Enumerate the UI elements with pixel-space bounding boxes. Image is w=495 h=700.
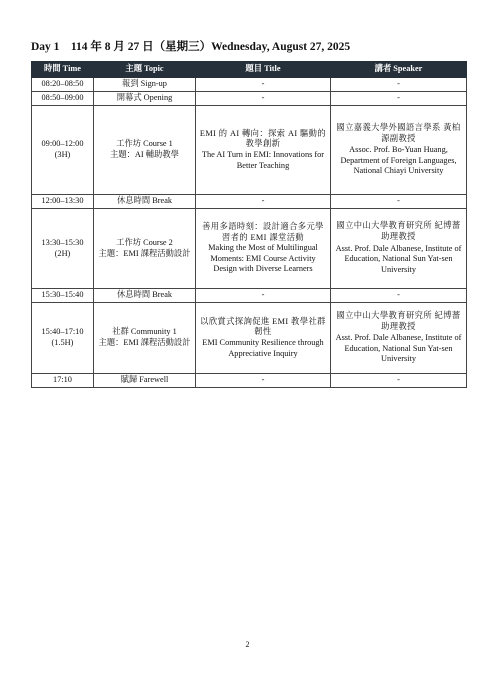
table-row	[32, 289, 467, 303]
table-row	[32, 209, 467, 289]
topic-cell: 賦歸 Farewell	[94, 374, 196, 388]
speaker-cell: -	[331, 195, 467, 209]
title-cell: -	[196, 78, 331, 92]
time-cell: 15:40–17:10 (1.5H)	[32, 303, 94, 374]
column-header-topic: 主題 Topic	[94, 62, 196, 78]
topic-cell: 開幕式 Opening	[94, 92, 196, 106]
speaker-cell: -	[331, 374, 467, 388]
title-english: The AI Turn in EMI: Innovations for Better Teaching	[201, 150, 325, 170]
time-cell: 15:30–15:40	[32, 289, 94, 303]
speaker-cell	[331, 303, 467, 374]
time-cell: 08:20–08:50	[32, 78, 94, 92]
speaker-english: Asst. Prof. Dale Albanese, Institute of Education, National Sun Yat-sen University	[335, 333, 462, 364]
column-header-speaker: 講者 Speaker	[331, 62, 467, 78]
title-chinese: 以欣賞式探詢促進 EMI 教學社群韌性	[200, 316, 326, 337]
time-cell: 13:30–15:30 (2H)	[32, 209, 94, 289]
table-row	[32, 106, 467, 195]
schedule-table	[31, 61, 467, 388]
title-cell: -	[196, 92, 331, 106]
speaker-cell: -	[331, 78, 467, 92]
speaker-chinese: 國立中山大學教育研究所 紀博薔助理教授	[336, 310, 461, 331]
day-heading: Day 1 114 年 8 月 27 日（星期三）Wednesday, August 27, 2025	[31, 41, 351, 53]
table-row	[32, 374, 467, 388]
topic-cell: 報到 Sign-up	[94, 78, 196, 92]
title-cell: -	[196, 289, 331, 303]
speaker-cell	[331, 209, 467, 289]
title-chinese: EMI 的 AI 轉向：探索 AI 驅動的教學創新	[199, 128, 327, 149]
topic-cell: 休息時間 Break	[94, 289, 196, 303]
speaker-english: Asst. Prof. Dale Albanese, Institute of Education, National Sun Yat-sen University	[335, 243, 462, 274]
table-header-row	[32, 62, 467, 78]
topic-label: 社群 Community 1	[112, 327, 177, 337]
speaker-cell	[331, 106, 467, 195]
column-header-time: 時間 Time	[32, 62, 94, 78]
column-header-title: 題目 Title	[196, 62, 331, 78]
speaker-chinese: 國立中山大學教育研究所 紀博薔助理教授	[336, 221, 461, 242]
table-row	[32, 78, 467, 92]
topic-cell	[94, 303, 196, 374]
topic-subject: 主題：EMI 課程活動設計	[98, 338, 191, 347]
table-row	[32, 92, 467, 106]
topic-cell	[94, 106, 196, 195]
time-cell: 12:00–13:30	[32, 195, 94, 209]
title-cell	[196, 209, 331, 289]
title-cell: -	[196, 195, 331, 209]
title-cell	[196, 106, 331, 195]
topic-label: 工作坊 Course 2	[116, 237, 173, 247]
title-chinese: 善用多語時刻：設計適合多元學習者的 EMI 課堂活動	[202, 221, 324, 242]
title-english: Making the Most of Multilingual Moments: EMI Course Activity Design with Diverse Learners	[208, 243, 318, 274]
speaker-cell: -	[331, 289, 467, 303]
topic-cell	[94, 209, 196, 289]
title-cell: -	[196, 374, 331, 388]
speaker-cell: -	[331, 92, 467, 106]
time-cell: 09:00–12:00 (3H)	[32, 106, 94, 195]
speaker-english: Assoc. Prof. Bo-Yuan Huang, Department of Foreign Languages, National Chiayi University	[340, 145, 457, 176]
table-row	[32, 195, 467, 209]
speaker-chinese: 國立嘉義大學外國語言學系 黃柏源副教授	[336, 122, 461, 143]
page-number: 2	[245, 640, 250, 649]
time-cell: 08:50–09:00	[32, 92, 94, 106]
topic-cell: 休息時間 Break	[94, 195, 196, 209]
topic-subject: 主題：AI 輔助教學	[110, 150, 179, 159]
title-english: EMI Community Resilience through Appreciative Inquiry	[202, 338, 324, 358]
title-cell	[196, 303, 331, 374]
topic-subject: 主題：EMI 課程活動設計	[98, 248, 191, 258]
table-row	[32, 303, 467, 374]
time-cell: 17:10	[32, 374, 94, 388]
topic-label: 工作坊 Course 1	[116, 139, 173, 149]
